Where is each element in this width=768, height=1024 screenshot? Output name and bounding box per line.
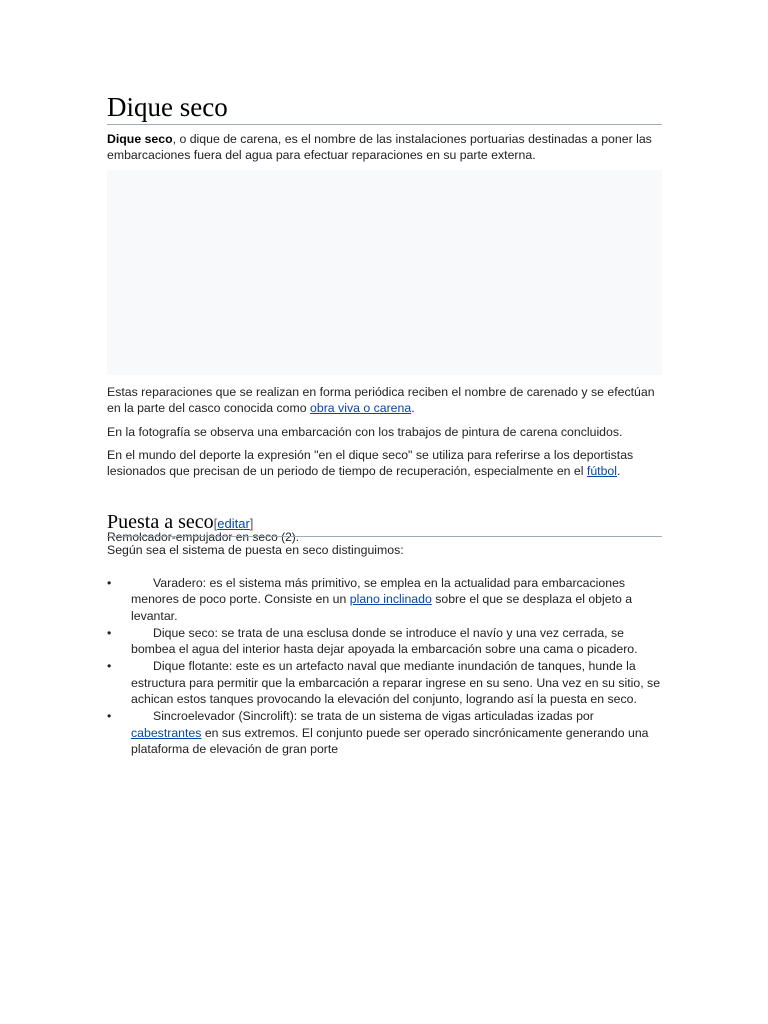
- paragraph-end: .: [411, 401, 415, 416]
- bullet-icon: •: [107, 576, 112, 590]
- bullet-icon: •: [107, 659, 112, 674]
- paragraph-fotografia: En la fotografía se observa una embarcación con los trabajos de pintura de carena concluidos.: [107, 425, 623, 439]
- section-intro: Según sea el sistema de puesta en seco distinguimos:: [107, 543, 404, 557]
- paragraph-text: Estas reparaciones que se realizan en forma periódica reciben el nombre de carenado y se efectúan en la parte del casco conocida como: [107, 385, 655, 416]
- edit-bracket-open: [: [213, 516, 218, 531]
- bullet-icon: •: [107, 625, 112, 640]
- list-item: [107, 658, 662, 707]
- link-cabestrantes[interactable]: cabestrantes: [131, 725, 202, 740]
- puesta-seco-list: [107, 575, 662, 758]
- section-heading: [107, 510, 662, 537]
- paragraph-text: En el mundo del deporte la expresión "en el dique seco" se utiliza para referirse a los deportistas lesionados que precisan de un periodo de tiempo de recuperación, especialmente en el: [107, 448, 634, 479]
- edit-bracket-close: ]: [249, 516, 254, 531]
- paragraph-carenado: [107, 384, 662, 417]
- list-item-text: Dique seco: se trata de una esclusa donde se introduce el navío y una vez cerrada, se bombea el agua del interior hasta dejar apoyada la embarcación sobre una cama o picadero.: [131, 625, 638, 657]
- section-title: Puesta a seco: [107, 511, 214, 533]
- paragraph-end: .: [617, 464, 621, 479]
- list-item: [107, 625, 662, 658]
- list-item-text: Sincroelevador (Sincrolift): se trata de un sistema de vigas articuladas izadas por: [153, 709, 594, 724]
- list-item-text-end: en sus extremos. El conjunto puede ser operado sincrónicamente generando una plataforma de elevación de gran porte: [131, 725, 649, 756]
- figure-caption: Remolcador-empujador en seco (2).: [107, 530, 300, 544]
- link-futbol[interactable]: fútbol: [586, 464, 617, 479]
- paragraph-deporte: [107, 447, 662, 480]
- list-item: [107, 575, 662, 624]
- link-plano-inclinado[interactable]: plano inclinado: [349, 592, 432, 607]
- bullet-icon: •: [107, 709, 112, 724]
- edit-section-link[interactable]: editar: [217, 516, 250, 531]
- intro-text: , o dique de carena, es el nombre de las instalaciones portuarias destinadas a poner las embarcaciones fuera del agua para efectuar reparaciones en su parte externa.: [107, 132, 652, 163]
- list-item-text: Varadero: es el sistema más primitivo, se emplea en la actualidad para embarcaciones menores de poco porte. Consiste en un: [131, 576, 626, 607]
- list-item-text: Dique flotante: este es un artefacto naval que mediante inundación de tanques, hunde la estructura para permitir que la embarcación a reparar ingrese en su seno. Una vez en su sitio, se achican estos tanques provocando la elevación del conjunto, logrando así la puesta en seco.: [131, 659, 661, 707]
- intro-paragraph: [107, 131, 662, 164]
- edit-section: [214, 516, 254, 531]
- list-item-text-end: sobre el que se desplaza el objeto a levantar.: [131, 592, 633, 623]
- intro-bold-term: Dique seco: [107, 132, 173, 146]
- list-item: [107, 708, 662, 757]
- page-title: Dique seco: [107, 90, 662, 125]
- link-obra-viva[interactable]: obra viva o carena: [310, 401, 412, 416]
